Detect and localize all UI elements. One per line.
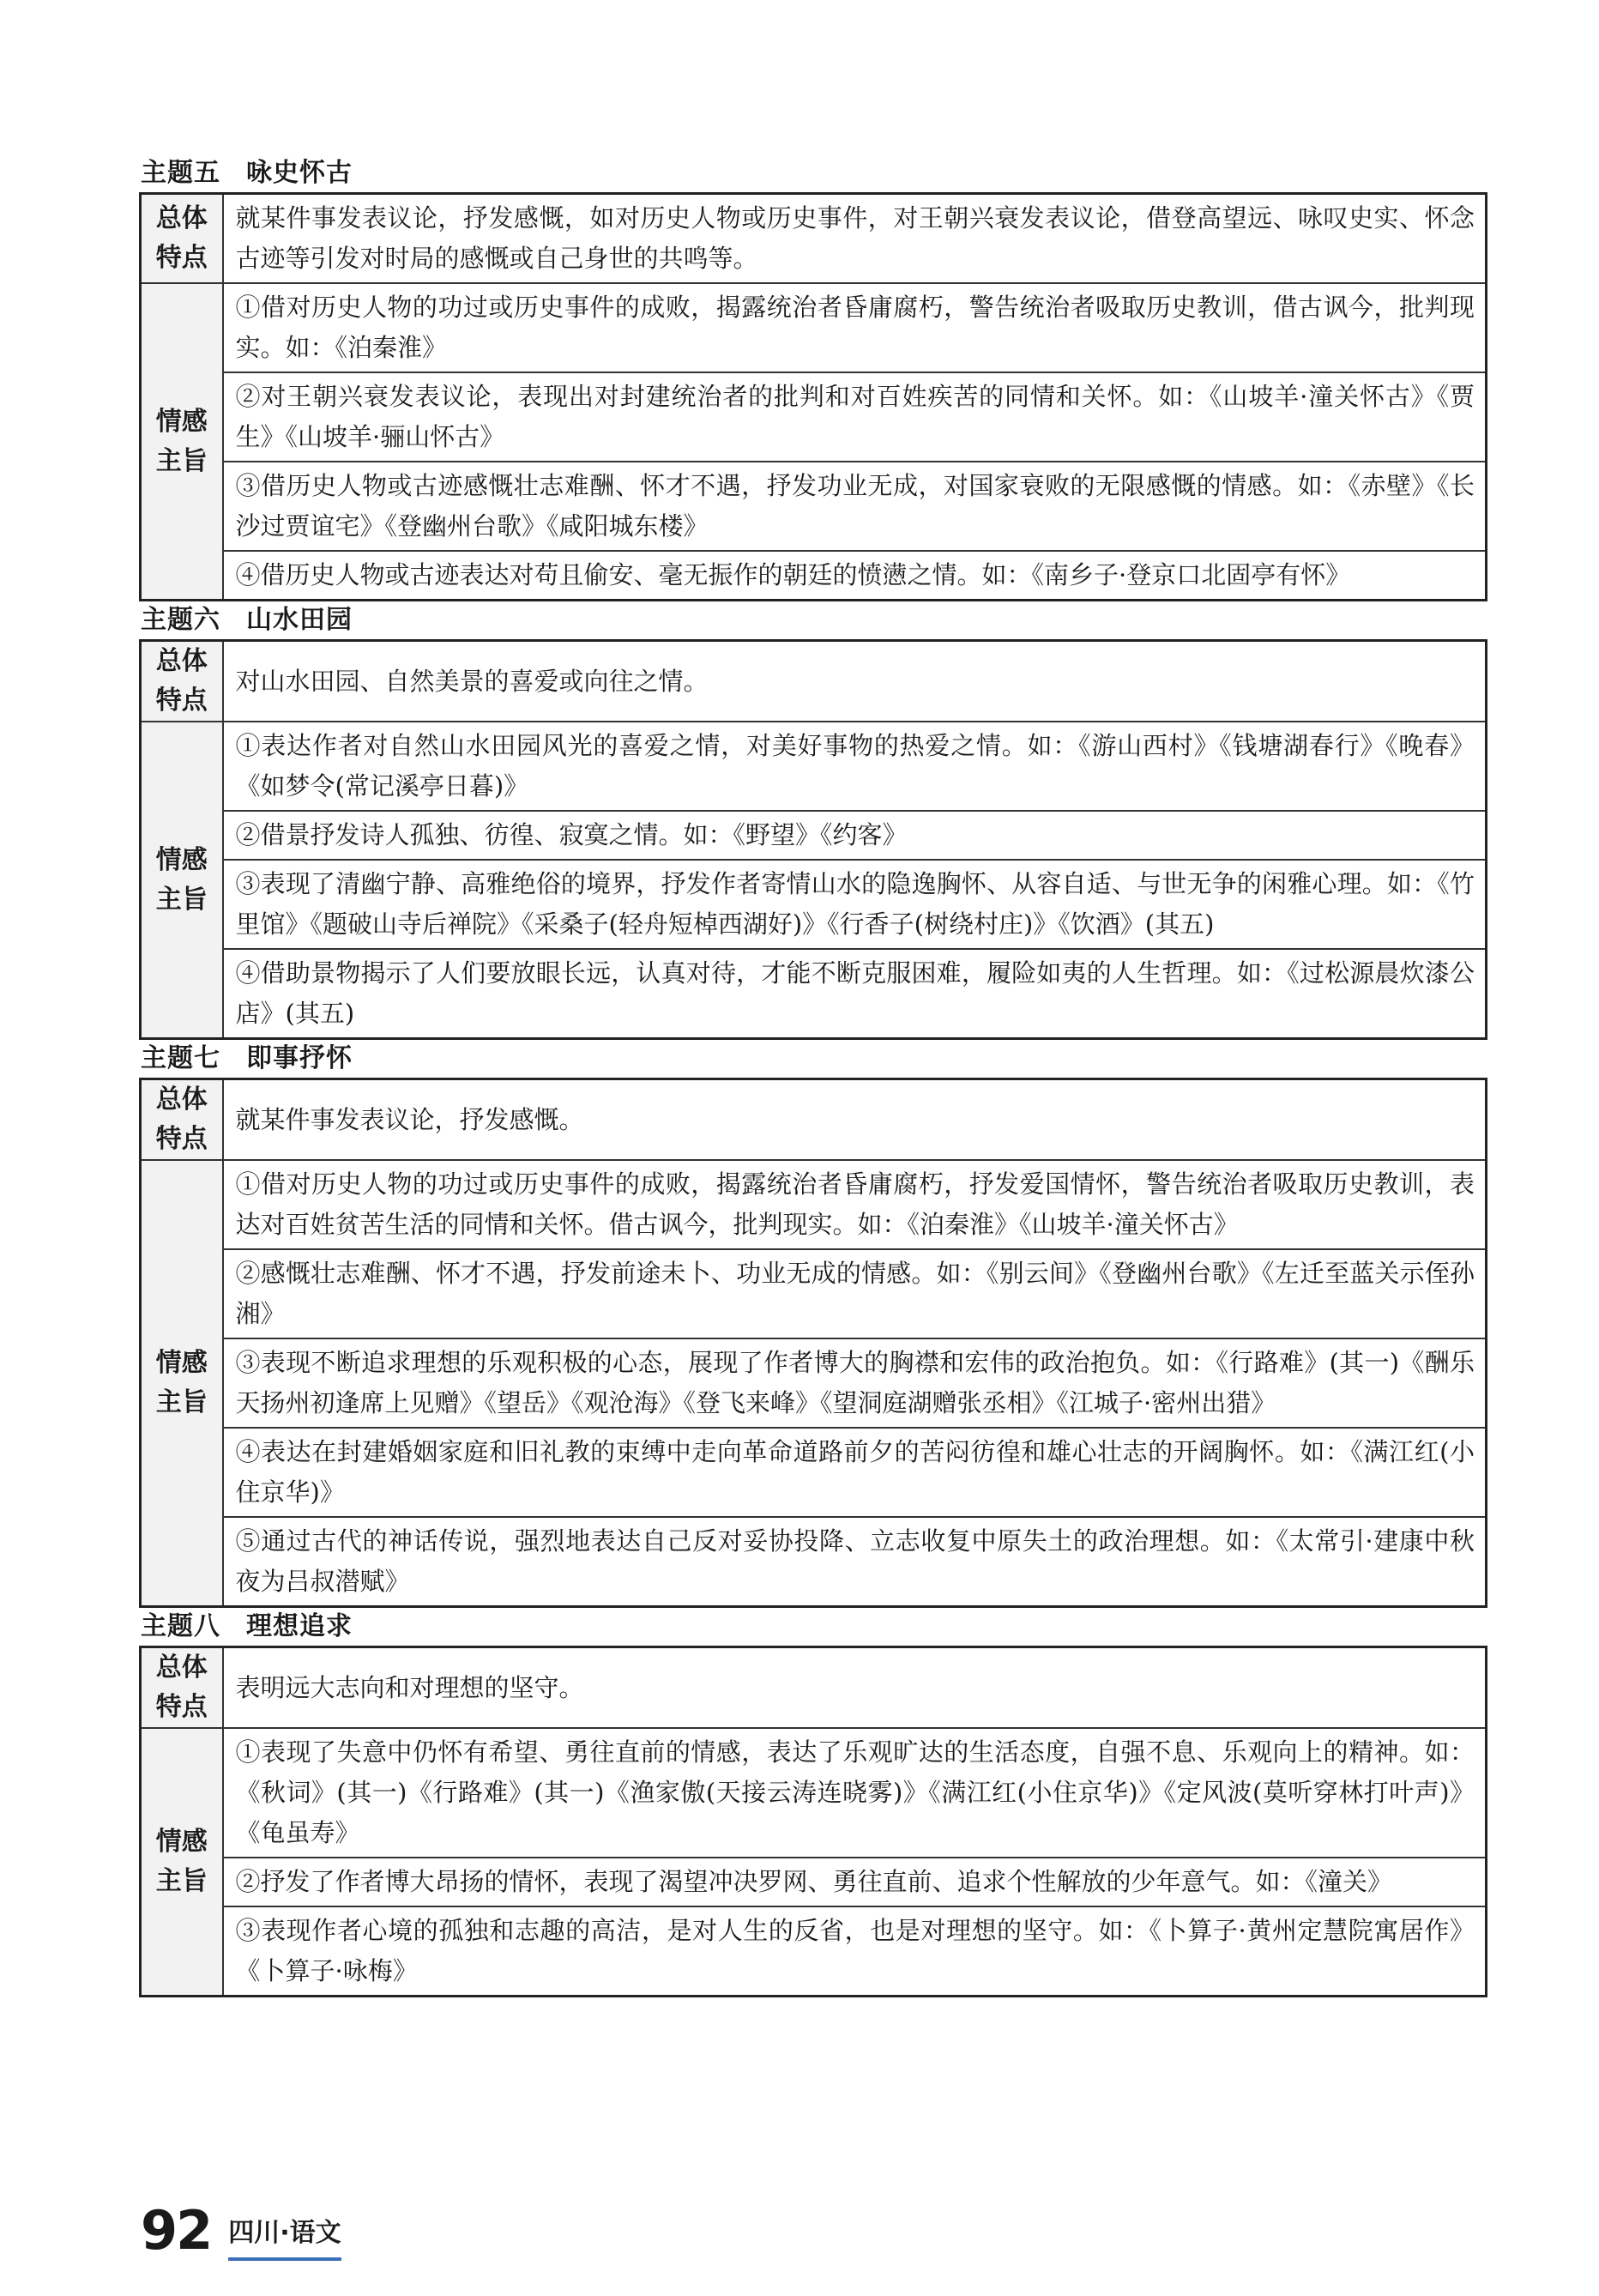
table-row [141,1858,1487,1906]
page-label: 四川·语文 [228,2216,341,2261]
table-row [141,1728,1487,1858]
theme-6-title: 主题六 山水田园 [141,605,353,635]
table-row [141,1906,1487,1997]
theme-7-table [139,1078,1487,1608]
page-content [139,154,1487,1997]
table-row [141,1160,1487,1249]
emotion-item: ①表现了失意中仍怀有希望、勇往直前的情感，表达了乐观旷达的生活态度，自强不息、乐观向上的精神。如：《秋词》(其一)《行路难》(其一)《渔家傲(天接云涛连晓雾)》《满江红(小住京华)》《定风波(莫听穿林打叶声)》《龟虽寿》 [223,1728,1487,1858]
table-row [141,283,1487,372]
table-row [141,1517,1487,1607]
table-row [141,372,1487,462]
table-row [141,641,1487,722]
table-row [141,722,1487,811]
table-row [141,949,1487,1039]
emotion-label: 情感 主旨 [141,283,223,601]
emotion-item: ①表达作者对自然山水田园风光的喜爱之情，对美好事物的热爱之情。如：《游山西村》《钱塘湖春行》《晚春》《如梦令(常记溪亭日暮)》 [223,722,1487,811]
overall-label: 总体 特点 [141,1647,223,1729]
table-row [141,1428,1487,1517]
theme-8-table [139,1646,1487,1997]
table-row [141,1249,1487,1338]
table-row [141,1079,1487,1161]
table-row [141,462,1487,551]
emotion-label: 情感 主旨 [141,1160,223,1607]
overall-text: 就某件事发表议论，抒发感慨，如对历史人物或历史事件，对王朝兴衰发表议论，借登高望远、咏叹史实、怀念古迹等引发对时局的感慨或自己身世的共鸣等。 [223,194,1487,284]
theme-6-table [139,639,1487,1040]
emotion-item: ②感慨壮志难酬、怀才不遇，抒发前途未卜、功业无成的情感。如：《别云间》《登幽州台歌》《左迁至蓝关示侄孙湘》 [223,1249,1487,1338]
theme-8-title: 主题八 理想追求 [141,1611,353,1641]
emotion-item: ④表达在封建婚姻家庭和旧礼教的束缚中走向革命道路前夕的苦闷彷徨和雄心壮志的开阔胸怀。如：《满江红(小住京华)》 [223,1428,1487,1517]
emotion-item: ④借历史人物或古迹表达对苟且偷安、毫无振作的朝廷的愤懑之情。如：《南乡子·登京口北固亭有怀》 [223,551,1487,601]
page-number: 92 [141,2199,212,2262]
overall-label: 总体 特点 [141,1079,223,1161]
theme-7-title: 主题七 即事抒怀 [141,1043,353,1073]
emotion-item: ⑤通过古代的神话传说，强烈地表达自己反对妥协投降、立志收复中原失土的政治理想。如：《太常引·建康中秋夜为吕叔潜赋》 [223,1517,1487,1607]
overall-text: 表明远大志向和对理想的坚守。 [223,1647,1487,1729]
table-row [141,1647,1487,1729]
emotion-item: ②抒发了作者博大昂扬的情怀，表现了渴望冲决罗网、勇往直前、追求个性解放的少年意气。如：《潼关》 [223,1858,1487,1906]
emotion-item: ③表现作者心境的孤独和志趣的高洁，是对人生的反省，也是对理想的坚守。如：《卜算子·黄州定慧院寓居作》《卜算子·咏梅》 [223,1906,1487,1997]
emotion-item: ③表现不断追求理想的乐观积极的心态，展现了作者博大的胸襟和宏伟的政治抱负。如：《行路难》(其一)《酬乐天扬州初逢席上见赠》《望岳》《观沧海》《登飞来峰》《望洞庭湖赠张丞相》《江城子·密州出猎》 [223,1338,1487,1428]
emotion-label: 情感 主旨 [141,722,223,1039]
overall-text: 就某件事发表议论，抒发感慨。 [223,1079,1487,1161]
table-row [141,811,1487,860]
theme-5-title: 主题五 咏史怀古 [141,158,353,188]
table-row [141,1338,1487,1428]
emotion-item: ①借对历史人物的功过或历史事件的成败，揭露统治者昏庸腐朽，抒发爱国情怀，警告统治者吸取历史教训，表达对百姓贫苦生活的同情和关怀。借古讽今，批判现实。如：《泊秦淮》《山坡羊·潼关怀古》 [223,1160,1487,1249]
emotion-item: ②对王朝兴衰发表议论，表现出对封建统治者的批判和对百姓疾苦的同情和关怀。如：《山坡羊·潼关怀古》《贾生》《山坡羊·骊山怀古》 [223,372,1487,462]
emotion-item: ③表现了清幽宁静、高雅绝俗的境界，抒发作者寄情山水的隐逸胸怀、从容自适、与世无争的闲雅心理。如：《竹里馆》《题破山寺后禅院》《采桑子(轻舟短棹西湖好)》《行香子(树绕村庄)》《饮酒》(其五) [223,860,1487,949]
page-footer [141,2192,341,2261]
table-row [141,194,1487,284]
table-row [141,551,1487,601]
overall-text: 对山水田园、自然美景的喜爱或向往之情。 [223,641,1487,722]
theme-5-table [139,192,1487,601]
table-row [141,860,1487,949]
emotion-item: ①借对历史人物的功过或历史事件的成败，揭露统治者昏庸腐朽，警告统治者吸取历史教训，借古讽今，批判现实。如：《泊秦淮》 [223,283,1487,372]
overall-label: 总体 特点 [141,194,223,284]
overall-label: 总体 特点 [141,641,223,722]
emotion-item: ③借历史人物或古迹感慨壮志难酬、怀才不遇，抒发功业无成，对国家衰败的无限感慨的情感。如：《赤壁》《长沙过贾谊宅》《登幽州台歌》《咸阳城东楼》 [223,462,1487,551]
emotion-label: 情感 主旨 [141,1728,223,1997]
emotion-item: ②借景抒发诗人孤独、彷徨、寂寞之情。如：《野望》《约客》 [223,811,1487,860]
emotion-item: ④借助景物揭示了人们要放眼长远，认真对待，才能不断克服困难，履险如夷的人生哲理。如：《过松源晨炊漆公店》(其五) [223,949,1487,1039]
